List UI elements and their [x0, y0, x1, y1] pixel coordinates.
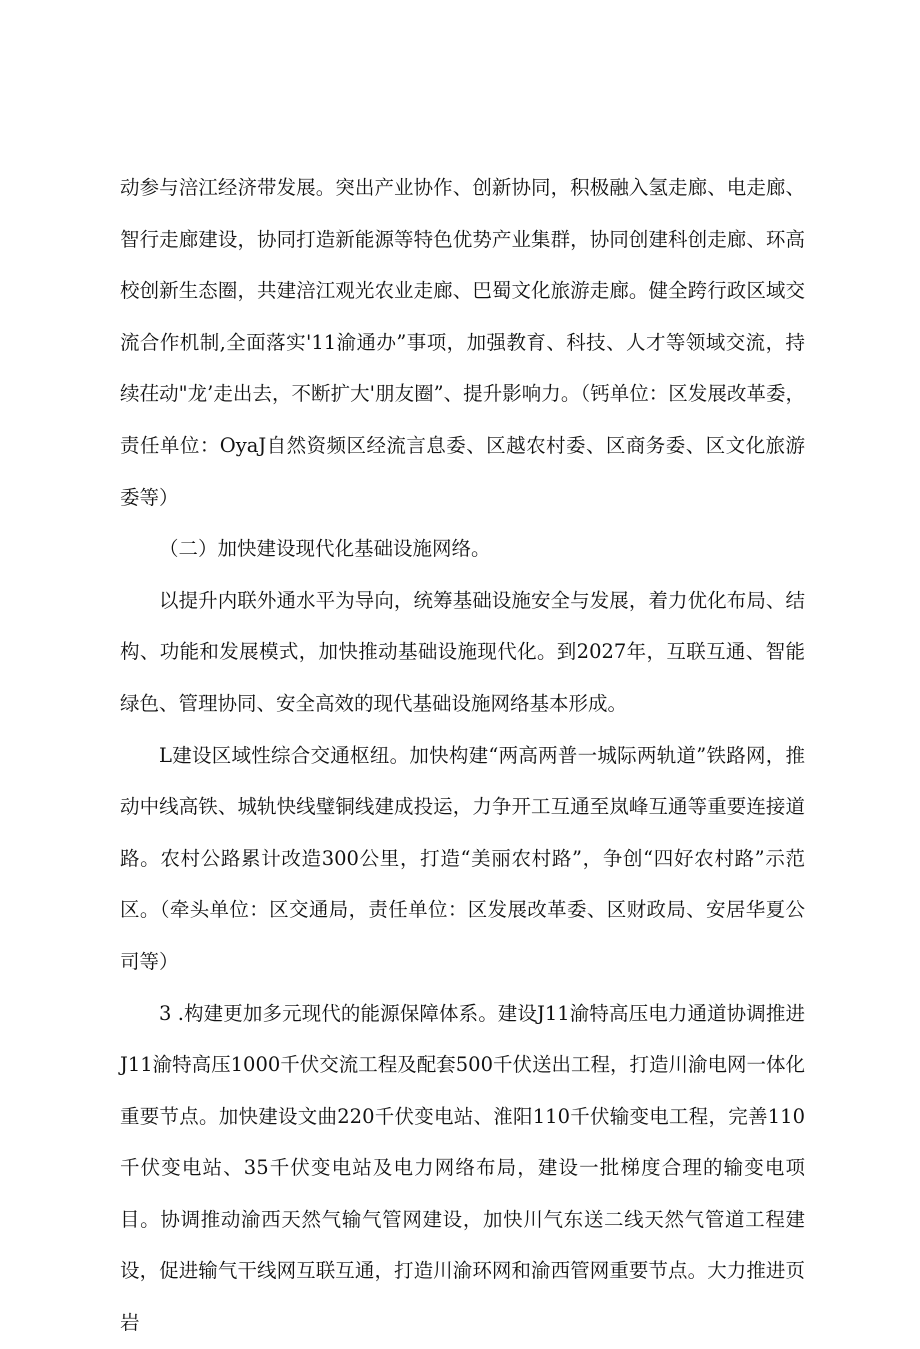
body-text	[120, 162, 805, 1349]
section-heading-infrastructure: （二）加快建设现代化基础设施网络。	[159, 537, 491, 561]
paragraph-regional-cooperation: 动参与涪江经济带发展。突出产业协作、创新协同，积极融入氢走廊、电走廊、智行走廊建设，协同打造新能源等特色优势产业集群，协同创建科创走廊、环高校创新生态圈，共建涪江观光农业走廊、巴蜀文化旅游走廊。健全跨行政区域交流合作机制,全面落实'11渝通办”事项，加强教育、科技、人才等领域交流，持续茌动"龙’走出去，不断扩大'朋友圈”、提升影响力。（钙单位：区发展改革委，责任单位：OyaJ自然资频区经流言息委、区越农村委、区商务委、区文化旅游委等）	[120, 176, 805, 509]
paragraph-energy-system: 3 .构建更加多元现代的能源保障体系。建设J11渝特高压电力通道协调推进J11渝特高压1000千伏交流工程及配套500千伏送出工程，打造川渝电网一体化重要节点。加快建设文曲220千伏变电站、淮阳110千伏输变电工程，完善110千伏变电站、35千伏变电站及电力网络布局，建设一批梯度合理的输变电项目。协调推动渝西天然气输气管网建设，加快川气东送二线天然气管道工程建设，促进输气干线网互联互通，打造川渝环网和渝西管网重要节点。大力推进页岩	[120, 1001, 805, 1335]
paragraph-infrastructure-goal: 以提升内联外通水平为导向，统筹基础设施安全与发展，着力优化布局、结构、功能和发展模式，加快推动基础设施现代化。到2027年，互联互通、智能绿色、管理协同、安全高效的现代基础设施网络基本形成。	[120, 588, 805, 715]
paragraph-transport-hub: L建设区域性综合交通枢纽。加快构建“两高两普一城际两轨道”铁路网，推动中线高铁、城轨快线璧铜线建成投运，力争开工互通至岚峰互通等重要连接道路。农村公路累计改造300公里，打造“美丽农村路”，争创“四好农村路”示范区。（牵头单位：区交通局，责任单位：区发展改革委、区财政局、安居华夏公司等）	[120, 743, 805, 973]
